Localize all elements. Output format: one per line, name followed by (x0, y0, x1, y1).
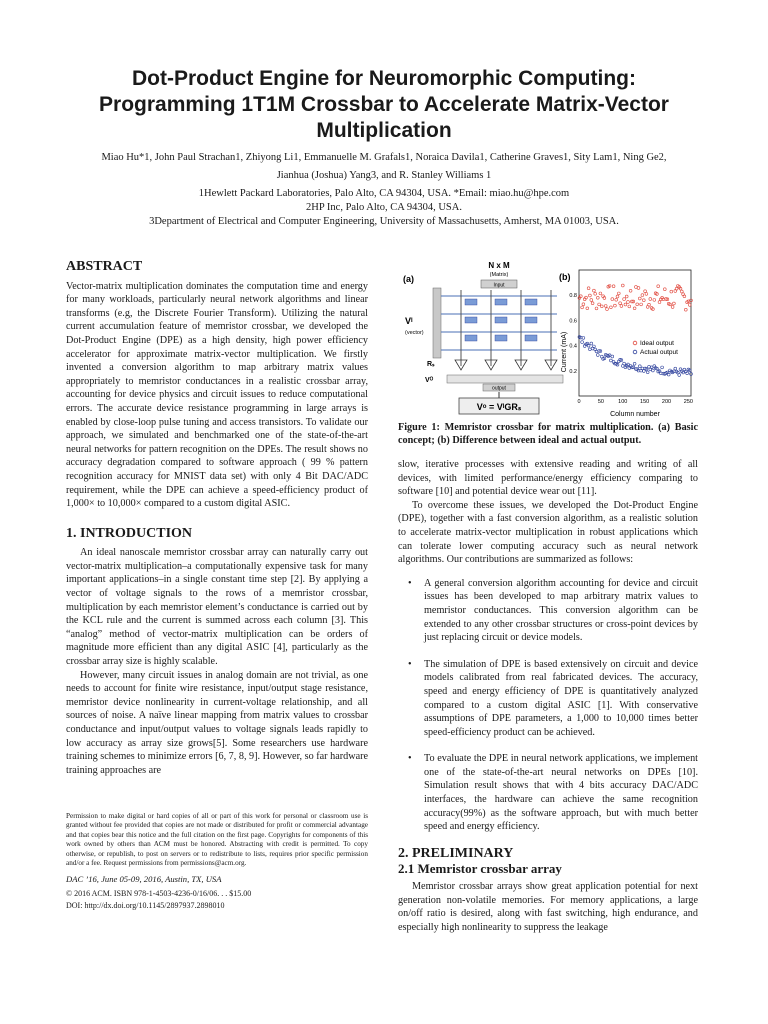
ideal-output-point (648, 303, 651, 306)
contribution-text: To evaluate the DPE in neural network applications, we implement one of the state-of-the-art neural networks on DPEs [10]. Simulation result shows that with 4 bits accuracy DAC/ADC interfaces, the hardware can achieve the same recognition accuracy(99%) as the software approach, but with much better speed and energy efficiency. (424, 753, 698, 833)
x-tick-label: 50 (597, 399, 604, 405)
bullet-icon: • (408, 658, 412, 670)
ideal-output-point (637, 287, 640, 290)
ideal-output-point (628, 305, 631, 308)
ideal-output-point (641, 294, 644, 297)
ideal-output-point (598, 303, 601, 306)
contribution-text: A general conversion algorithm accounting for device and circuit issues has been developed to map arbitrary matrix values to memristor conductances. This conversion algorithm can be extended to any other crossbar structures or cross-point devices by just replacing circuit or device models. (424, 577, 698, 644)
ideal-output-point (610, 306, 613, 309)
ideal-output-point (645, 293, 648, 296)
ideal-output-point (680, 290, 683, 293)
contribution-list (398, 577, 698, 834)
ideal-output-point (642, 299, 645, 302)
input-driver (433, 288, 441, 358)
ideal-output-point (670, 290, 673, 293)
ideal-output-point (594, 292, 597, 295)
ideal-output-point (587, 287, 590, 290)
legend-marker-ideal (633, 341, 637, 345)
ideal-output-point (649, 298, 652, 301)
title-line: Programming 1T1M Crossbar to Accelerate Matrix-Vector (99, 93, 669, 116)
authors-line: Jianhua (Joshua) Yang3, and R. Stanley Williams 1 (276, 170, 492, 181)
y-axis-label: Current (mA) (561, 331, 568, 373)
rs-label: Rₛ (427, 361, 435, 368)
actual-output-point (661, 366, 664, 369)
ideal-output-point (683, 295, 686, 298)
ideal-output-point (604, 305, 607, 308)
x-tick-label: 200 (661, 399, 672, 405)
matrix-sublabel: (Matrix) (489, 272, 509, 278)
ideal-output-point (638, 297, 641, 300)
ideal-output-point (671, 306, 674, 309)
ideal-output-point (595, 307, 598, 310)
authors-line: Miao Hu*1, John Paul Strachan1, Zhiyong Li1, Emmanuelle M. Grafals1, Noraica Davila1, Catherine Graves1, Sity Lam1, Ning Ge2, (101, 152, 667, 163)
actual-output-point (593, 345, 596, 348)
ideal-output-point (591, 302, 594, 305)
actual-output-point (596, 354, 599, 357)
actual-output-point (610, 359, 613, 362)
ideal-output-point (581, 306, 584, 309)
copyright-info: © 2016 ACM. ISBN 978-1-4503-4236-0/16/06. . . $15.00 (66, 889, 252, 899)
series-ideal (578, 284, 692, 311)
ideal-output-point (675, 287, 678, 290)
ideal-output-point (625, 295, 628, 298)
y-tick-label: 0.6 (569, 318, 577, 325)
input-label: Input (493, 282, 505, 289)
contribution-item (398, 752, 698, 834)
ideal-output-point (663, 288, 666, 291)
body-paragraph: slow, iterative processes with extensive reading and writing of all devices, with limited performance/energy efficiency comparing to software [10] and potential device wear out [11]. (398, 459, 698, 498)
permission-footnote (66, 812, 368, 911)
ideal-output-point (623, 298, 626, 301)
conference-info: DAC ’16, June 05-09, 2016, Austin, TX, USA (66, 874, 222, 885)
ideal-output-point (589, 294, 592, 297)
permission-text: Permission to make digital or hard copies of all or part of this work for personal or classroom use is granted without fee provided that copies are not made or distributed for profit or commercial advantage and that copies bear this notice and the full citation on the first page. Copyrights for components of this work owned by others than ACM must be honored. Abstracting with credit is permitted. To copy otherwise, or republish, to post on servers or to redistribute to lists, requires prior specific permission and/or a fee. Request permissions from permissions@acm.org. (66, 812, 368, 868)
abstract-text: Vector-matrix multiplication dominates the computation time and energy for many workloads, particularly neural network algorithms and linear transforms (e.g, the Discrete Fourier Transform). Utilizing the natural current accumulation feature of memristor crossbar, we developed the Dot-Product Engine (DPE) as a high density, high power efficiency accelerator for approximate matrix-vector multiplication. We firstly invented a conversion algorithm to map arbitrary matrix values appropriately to memristor conductances in a realistic crossbar array, accounting for device physics and circuit issues to reduce computational errors. The accurate device resistance programming in large arrays is enabled by close-loop pulse tuning and access transistors. To validate our approach, we simulated and benchmarked one of the state-of-the-art neural networks for pattern recognition on the DPEs. The result shows no accuracy degradation compared to software approach ( 99 % pattern recognition accuracy for MNIST data set) with only 4 Bit DAC/ADC requirement, while the DPE can achieve a speed-efficiency product of 1,000× to 10,000× compared to a custom digital ASIC. (66, 280, 368, 510)
ideal-output-point (673, 302, 676, 305)
title-line: Multiplication (316, 119, 452, 142)
figure-1 (399, 262, 695, 420)
right-column (398, 458, 698, 934)
affiliations (40, 187, 728, 229)
vector-label: Vᴵ (405, 316, 413, 326)
vo-label: Vᴼ (425, 377, 434, 384)
actual-output-point (590, 342, 593, 345)
ideal-output-point (615, 298, 618, 301)
title-line: Dot-Product Engine for Neuromorphic Computing: (132, 67, 636, 90)
affiliation: 1Hewlett Packard Laboratories, Palo Alto, CA 94304, USA. *Email: miao.hu@hpe.com (198, 188, 570, 199)
actual-output-point (652, 369, 655, 372)
x-tick-label: 0 (577, 399, 581, 405)
intro-heading: 1. INTRODUCTION (66, 525, 193, 541)
ideal-output-point (582, 303, 585, 306)
actual-output-point (638, 365, 641, 368)
legend-marker-actual (633, 350, 637, 354)
ideal-output-point (606, 308, 609, 311)
vector-sublabel: (vector) (405, 330, 424, 336)
actual-output-point (646, 371, 649, 374)
x-tick-label: 150 (640, 399, 650, 405)
crossbar-schematic (403, 262, 563, 414)
x-ticks (577, 399, 693, 405)
ideal-output-point (633, 307, 636, 310)
ideal-output-point (620, 305, 623, 308)
ideal-output-point (586, 307, 589, 310)
ideal-output-point (612, 285, 615, 288)
ideal-output-point (684, 308, 687, 311)
ideal-output-point (627, 301, 630, 304)
section-2-heading: 2. PRELIMINARY (398, 845, 514, 861)
actual-output-point (674, 367, 677, 370)
paper-title (40, 66, 728, 144)
actual-output-point (623, 362, 626, 365)
y-tick-label: 0.4 (569, 343, 577, 350)
ideal-output-point (658, 301, 661, 304)
ideal-output-point (657, 285, 660, 288)
ideal-output-point (619, 302, 622, 305)
section-2-1-heading: 2.1 Memristor crossbar array (398, 861, 562, 877)
actual-output-point (678, 374, 681, 377)
left-column (66, 260, 368, 777)
actual-output-point (633, 362, 636, 365)
legend (633, 340, 678, 356)
y-ticks (569, 293, 577, 375)
ideal-output-point (614, 304, 617, 307)
abstract-heading: ABSTRACT (66, 259, 143, 274)
ideal-output-point (611, 298, 614, 301)
x-axis-label: Column number (610, 411, 660, 418)
ideal-output-point (624, 303, 627, 306)
x-tick-label: 100 (618, 399, 628, 405)
ideal-output-point (617, 292, 620, 295)
ideal-output-point (621, 284, 624, 287)
figure-caption: Figure 1: Memristor crossbar for matrix multiplication. (a) Basic concept; (b) Difference between ideal and actual output. (398, 422, 698, 447)
scatter-plot (559, 270, 693, 418)
matrix-label: N x M (488, 262, 510, 270)
intro-paragraph: However, many circuit issues in analog domain are not trivial, as one needs to account for finite wire resistance, input/output stage resistance, memristor device nonlinearity in current-voltage relationship, and all sources of noise. A naïve linear mapping from matrix values to crossbar conductance and input/output values to voltage signals leads rapidly to low accuracy as array size grows[5]. Some researchers use hardware training schemes to minimize errors [6, 7, 8, 9]. However, so far hardware training approaches are (66, 669, 369, 776)
y-tick-label: 0.8 (569, 293, 577, 300)
intro-paragraph: An ideal nanoscale memristor crossbar array can naturally carry out vector-matrix multiplication–a computationally expensive task for many important applications–in a single constant time step [2]. By applying a vector of voltage signals to the rows of a memristor crossbar, multiplication by each memristor element’s conductance is carried out by the KCL rule and the current is summed across each column [3]. This “analog” method of vector-matrix multiplication can be orders of magnitude more efficient than any digital ASIC [4], particularly as the crossbar array size is highly scalable. (66, 547, 368, 668)
body-paragraph: Memristor crossbar arrays show great application potential for next generation non-volatile memories. For memory applications, a large on/off ratio is desired, along with fast switching, high endurance, and especially high nonlinearity to suppress the leakage (398, 881, 698, 933)
y-tick-label: 0.2 (569, 368, 577, 375)
output-bus (447, 375, 563, 383)
bullet-icon: • (408, 753, 412, 765)
contribution-item (398, 577, 698, 645)
affiliation: 3Department of Electrical and Computer Engineering, University of Massachusetts, Amherst, MA 01003, USA. (149, 216, 619, 227)
equation-label: Vᵒ = VᴵGRₛ (476, 402, 522, 412)
ideal-output-point (636, 303, 639, 306)
contribution-text: The simulation of DPE is based extensively on circuit and device models calibrated from real fabricated devices. The accuracy, speed and energy efficiency of DPE is quantitatively analyzed compared to a custom digital ASIC [1]. With conservative assumptions of DPE parameters, a 1,000 to 10,000 times better speed-efficiency product can be achieved. (424, 658, 698, 738)
actual-output-point (589, 348, 592, 351)
actual-output-point (587, 344, 590, 347)
doi-link[interactable]: DOI: http://dx.doi.org/10.1145/2897937.2898010 (66, 901, 225, 911)
panel-b-label: (b) (559, 272, 571, 282)
author-block (40, 151, 728, 233)
contribution-item (398, 658, 698, 740)
x-tick-label: 250 (683, 399, 693, 405)
ideal-output-point (616, 295, 619, 298)
output-label: output (492, 385, 506, 392)
legend-actual: Actual output (640, 349, 678, 356)
bullet-icon: • (408, 577, 412, 589)
sense-amplifiers (455, 360, 557, 370)
body-paragraph: To overcome these issues, we developed the Dot-Product Engine (DPE), together with a fast conversion algorithm, as a realistic solution to accelerate matrix-vector multiplication in robust applications which can tolerate lower computing accuracy such as neural network algorithms. Our contributions are summarized as follows: (398, 499, 698, 566)
ideal-output-point (653, 299, 656, 302)
actual-output-point (667, 373, 670, 376)
ideal-output-point (590, 299, 593, 302)
ideal-output-point (644, 290, 647, 293)
ideal-output-point (629, 289, 632, 292)
actual-output-point (611, 355, 614, 358)
memristor-cells (465, 299, 537, 341)
ideal-output-point (600, 305, 603, 308)
ideal-output-point (599, 292, 602, 295)
series-actual (578, 336, 692, 377)
ideal-output-point (593, 289, 596, 292)
ideal-output-point (596, 296, 599, 299)
affiliation: 2HP Inc, Palo Alto, CA 94304, USA. (306, 202, 462, 213)
plot-frame (579, 270, 691, 396)
legend-ideal: Ideal output (640, 340, 674, 347)
ideal-output-point (640, 303, 643, 306)
actual-output-point (581, 341, 584, 344)
panel-a-label: (a) (403, 274, 414, 284)
